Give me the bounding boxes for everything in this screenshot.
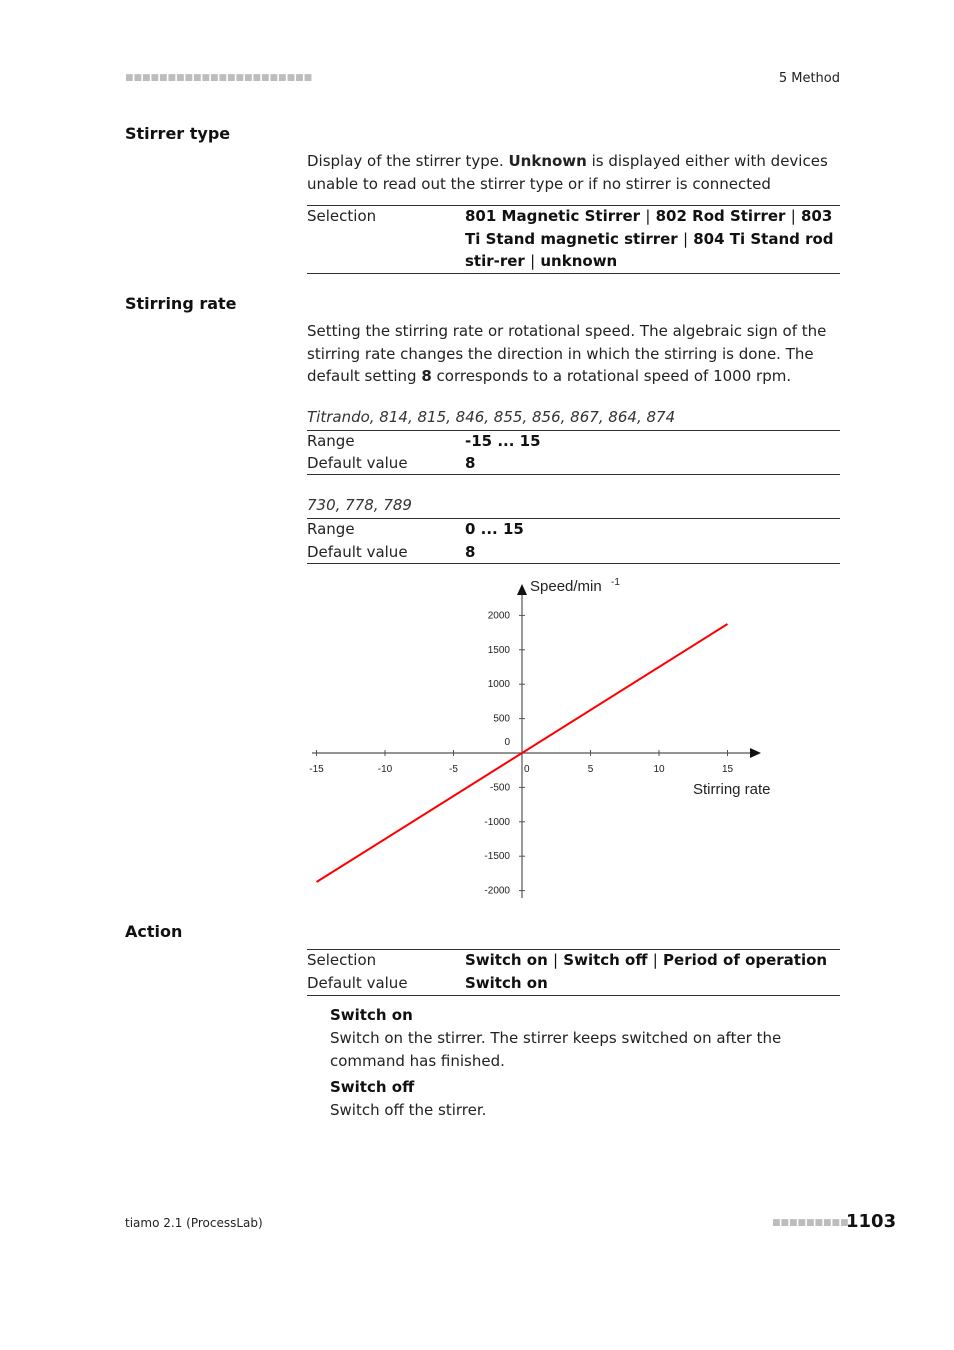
y-tick-label: -1000 — [484, 816, 510, 828]
action-selection-label: Selection — [307, 951, 377, 969]
y-tick-label: -2000 — [484, 885, 510, 897]
x-tick-label: 5 — [587, 764, 594, 775]
separator: | — [682, 229, 688, 248]
y-tick-label: 1500 — [487, 644, 510, 656]
stirring-rate-chart — [300, 568, 800, 908]
y-tick-label: -1500 — [484, 851, 510, 863]
action-options — [465, 951, 827, 969]
table2-range-value: 0 ... 15 — [465, 520, 524, 538]
separator: | — [645, 207, 651, 225]
separator: | — [790, 207, 796, 225]
desc-text-1: Setting the stirring rate or rotational speed. The algebraic sign of the stirring rate changes the direction in which the stirring is done. The default setting — [307, 322, 827, 385]
desc-text-1: Display of the stirrer type. — [307, 152, 509, 170]
footer-product: tiamo 2.1 (ProcessLab) — [125, 1216, 263, 1230]
table2-bottom — [307, 563, 840, 564]
stirrer-type-heading: Stirrer type — [125, 124, 231, 143]
option-period-of-operation: Period of operation — [663, 951, 828, 969]
x-tick-label: -5 — [449, 764, 458, 775]
option-804: 804 Ti Stand rod stir-rer — [465, 229, 834, 270]
x-tick-label: 15 — [721, 764, 734, 775]
y-tick-label: 1000 — [487, 679, 510, 691]
header-decoration: ■■■■■■■■■■■■■■■■■■■■■■ — [125, 73, 313, 83]
switch-off-text: Switch off the stirrer. — [330, 1101, 487, 1119]
action-table-top — [307, 949, 840, 950]
separator: | — [552, 951, 559, 969]
y-tick-label: 2000 — [487, 610, 510, 622]
desc-text-2: corresponds to a rotational speed of 1000 rpm. — [431, 367, 792, 385]
switch-off-title: Switch off — [330, 1078, 415, 1096]
x-axis-label: Stirring rate — [693, 781, 771, 798]
x-tick-label: -10 — [377, 764, 393, 775]
stirring-rate-heading: Stirring rate — [125, 294, 237, 313]
action-table-bottom — [307, 995, 840, 996]
action-default-label: Default value — [307, 974, 408, 992]
table1-default-label: Default value — [307, 454, 408, 472]
x-tick-label: 0 — [524, 764, 530, 775]
y-tick-label: -500 — [489, 782, 510, 794]
stirring-rate-description — [307, 320, 847, 388]
footer-page-number: 1103 — [846, 1211, 897, 1232]
desc-text-2: is displayed either with devices unable to read out the stirrer type or if no stirrer is connected — [307, 152, 828, 193]
table1-top — [307, 430, 840, 431]
y-tick-label: 0 — [504, 737, 510, 748]
table2-default-label: Default value — [307, 543, 408, 561]
table1-range-value: -15 ... 15 — [465, 432, 541, 450]
action-default-value: Switch on — [465, 974, 548, 992]
option-801: 801 Magnetic Stirrer — [465, 207, 641, 225]
x-axis-arrow — [750, 748, 761, 758]
desc-bold: 8 — [421, 367, 432, 385]
y-axis-label: Speed/min — [530, 578, 602, 595]
option-unknown: unknown — [540, 252, 618, 270]
footer-decoration: ■■■■■■■■■ — [772, 1218, 849, 1228]
desc-bold: Unknown — [508, 152, 587, 170]
table1-default-value: 8 — [465, 454, 476, 472]
switch-on-title: Switch on — [330, 1006, 413, 1024]
table1-range-label: Range — [307, 432, 355, 450]
y-axis-label-superscript: -1 — [611, 577, 620, 588]
option-switch-on: Switch on — [465, 951, 548, 969]
table2-caption: 730, 778, 789 — [307, 496, 412, 514]
table2-range-label: Range — [307, 520, 355, 538]
table2-top — [307, 518, 840, 519]
switch-on-text: Switch on the stirrer. The stirrer keeps switched on after the command has finished. — [330, 1029, 782, 1070]
stirrer-type-selection-label: Selection — [307, 207, 377, 225]
table2-default-value: 8 — [465, 543, 476, 561]
separator: | — [530, 252, 536, 270]
separator: | — [652, 951, 658, 969]
x-tick-label: -15 — [309, 764, 324, 775]
option-802: 802 Rod Stirrer — [655, 207, 786, 225]
option-803: 803 Ti Stand magnetic stirrer — [465, 207, 833, 248]
stirrer-type-options — [465, 205, 843, 273]
header-section: 5 Method — [778, 71, 840, 86]
table1-bottom — [307, 474, 840, 475]
action-heading: Action — [125, 922, 183, 941]
y-axis-arrow — [517, 584, 527, 595]
x-tick-label: 10 — [653, 764, 665, 775]
stirrer-type-description — [307, 150, 847, 195]
table1-caption: Titrando, 814, 815, 846, 855, 856, 867, 864, 874 — [307, 408, 676, 426]
stirrer-type-table-bottom — [307, 273, 840, 274]
y-tick-label: 500 — [493, 713, 510, 725]
option-switch-off: Switch off — [563, 951, 648, 969]
